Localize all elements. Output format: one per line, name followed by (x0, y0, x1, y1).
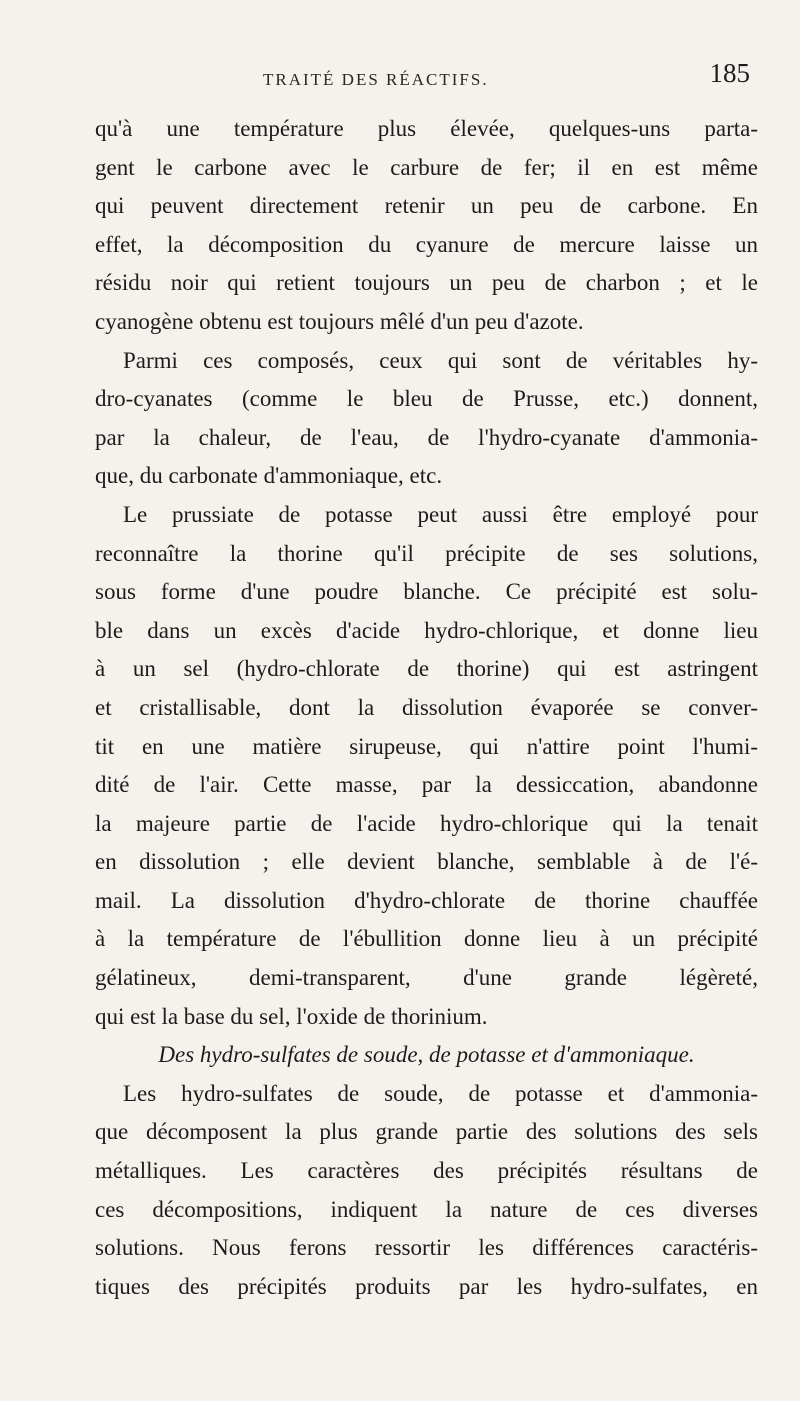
page-number: 185 (709, 58, 750, 88)
text-line: tiques des précipités produits par les hydro-sulfates, en (95, 1273, 758, 1299)
text-line: tit en une matière sirupeuse, qui n'attire point l'humi- (95, 733, 758, 759)
text-line: que, du carbonate d'ammoniaque, etc. (95, 463, 443, 489)
section-title: Des hydro-sulfates de soude, de potasse et d'ammoniaque. (158, 1042, 695, 1068)
text-line: sous forme d'une poudre blanche. Ce précipité est solu- (95, 579, 758, 605)
text-line: Parmi ces composés, ceux qui sont de véritables hy- (123, 347, 758, 373)
text-line: cyanogène obtenu est toujours mêlé d'un peu d'azote. (95, 308, 584, 334)
text-line: la majeure partie de l'acide hydro-chlorique qui la tenait (95, 810, 758, 836)
text-line: dité de l'air. Cette masse, par la dessiccation, abandonne (95, 772, 758, 798)
text-line: qui est la base du sel, l'oxide de thorinium. (95, 1003, 488, 1029)
text-line: ble dans un excès d'acide hydro-chlorique, et donne lieu (95, 617, 758, 643)
text-line: solutions. Nous ferons ressortir les différences caractéris- (95, 1235, 758, 1261)
running-head: TRAITÉ DES RÉACTIFS. (263, 70, 489, 89)
text-line: gélatineux, demi-transparent, d'une grande légèreté, (95, 965, 758, 991)
page-header (95, 58, 758, 110)
text-line: à la température de l'ébullition donne lieu à un précipité (95, 926, 758, 952)
text-line: Les hydro-sulfates de soude, de potasse et d'ammonia- (123, 1080, 758, 1106)
text-line: par la chaleur, de l'eau, de l'hydro-cyanate d'ammonia- (95, 424, 758, 450)
text-line: métalliques. Les caractères des précipités résultans de (95, 1158, 758, 1184)
text-line: gent le carbone avec le carbure de fer; il en est même (95, 154, 758, 180)
book-page (0, 58, 800, 1401)
text-line: qu'à une température plus élevée, quelques-uns parta- (95, 116, 758, 141)
text-line: qui peuvent directement retenir un peu de carbone. En (95, 193, 758, 219)
text-line: en dissolution ; elle devient blanche, semblable à de l'é- (95, 849, 758, 875)
text-line: ces décompositions, indiquent la nature de ces diverses (95, 1196, 758, 1222)
text-line: que décomposent la plus grande partie des solutions des sels (95, 1119, 758, 1145)
text-line: dro-cyanates (comme le bleu de Prusse, etc.) donnent, (95, 386, 758, 412)
text-line: mail. La dissolution d'hydro-chlorate de thorine chauffée (95, 887, 758, 913)
text-line: effet, la décomposition du cyanure de mercure laisse un (95, 231, 758, 257)
text-line: et cristallisable, dont la dissolution évaporée se conver- (95, 694, 758, 720)
text-line: Le prussiate de potasse peut aussi être employé pour (123, 501, 758, 527)
text-line: à un sel (hydro-chlorate de thorine) qui est astringent (95, 656, 758, 682)
body-text (95, 110, 758, 1306)
text-line: résidu noir qui retient toujours un peu de charbon ; et le (95, 270, 758, 296)
text-line: reconnaître la thorine qu'il précipite de ses solutions, (95, 540, 758, 566)
